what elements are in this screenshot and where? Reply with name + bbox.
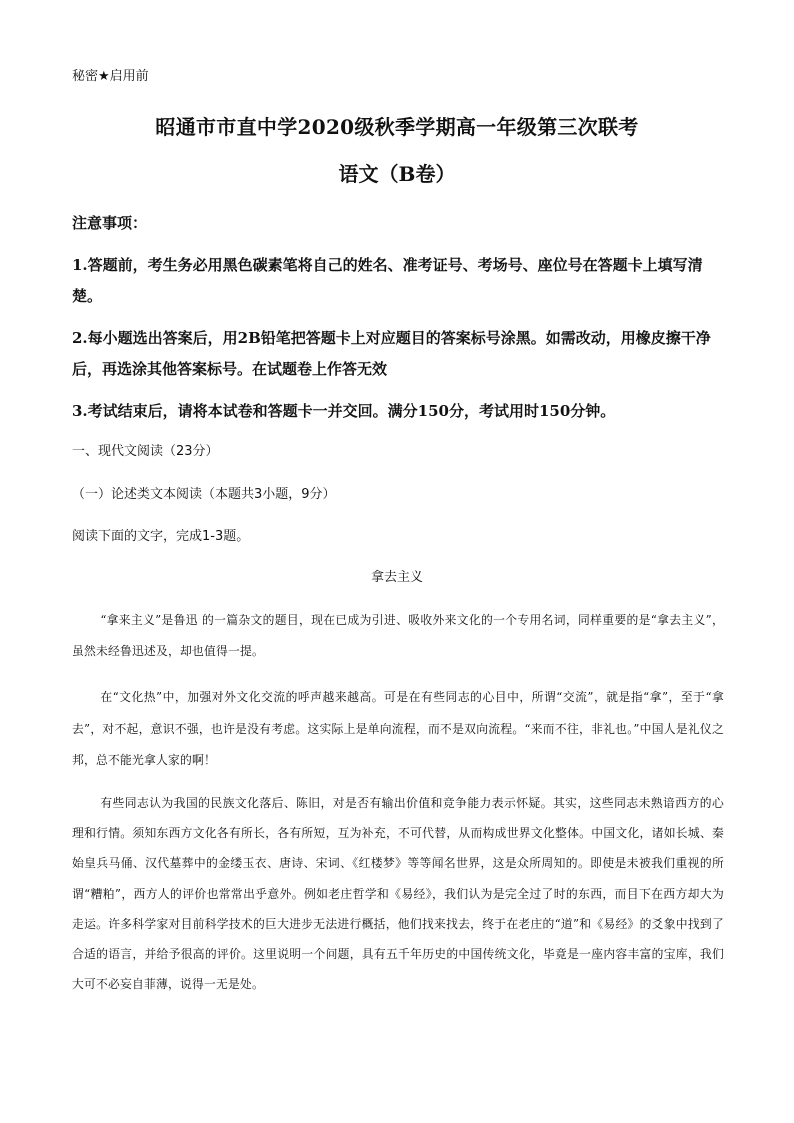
notice-item: 1.答题前，考生务必用黑色碳素笔将自己的姓名、准考证号、考场号、座位号在答题卡上填写清楚。 <box>72 256 703 305</box>
notice-heading: 注意事项： <box>72 214 148 232</box>
notice-item: 2.每小题选出答案后，用2B铅笔把答题卡上对应题目的答案标号涂黑。如需改动，用橡皮擦干净后，再选涂其他答案标号。在试题卷上作答无效 <box>72 329 711 378</box>
article-paragraph: “拿来主义”是鲁迅 的一篇杂文的题目，现在已成为引进、吸收外来文化的一个专用名词，同样重要的是“拿去主义”，虽然未经鲁迅述及，却也值得一提。 <box>72 613 724 658</box>
subsection-heading: （一）论述类文本阅读（本题共3小题，9分） <box>72 487 336 502</box>
section-heading: 一、现代文阅读（23分） <box>72 444 219 459</box>
reading-instruction: 阅读下面的文字，完成1-3题。 <box>72 529 250 544</box>
notice-item: 3.考试结束后，请将本试卷和答题卡一并交回。满分150分，考试用时150分钟。 <box>72 402 616 420</box>
article-paragraph: 有些同志认为我国的民族文化落后、陈旧，对是否有输出价值和竞争能力表示怀疑。其实，这些同志未熟谙西方的心理和行情。须知东西方文化各有所长，各有所短，互为补充，不可代替，从而构成世界文化整体。中国文化，诸如长城、秦始皇兵马俑、汉代墓葬中的金缕玉衣、唐诗、宋词、《红楼梦》等等闻名世界，这是众所周知的。即使是未被我们重视的所谓“糟粕”，西方人的评价也常常出乎意外。例如老庄哲学和《易经》，我们认为是完全过了时的东西，而目下在西方却大为走运。许多科学家对目前科学技术的巨大进步无法进行概括，他们找来找去，终于在老庄的“道”和《易经》的爻象中找到了合适的语言，并给予很高的评价。这里说明一个问题，具有五千年历史的中国传统文化，毕竟是一座内容丰富的宝库，我们大可不必妄自菲薄，说得一无是处。 <box>72 796 724 992</box>
exam-subtitle: 语文（B卷） <box>338 162 456 186</box>
confidential-label: 秘密★启用前 <box>72 69 149 84</box>
exam-title: 昭通市市直中学2020级秋季学期高一年级第三次联考 <box>155 115 639 139</box>
article-paragraph: 在“文化热”中，加强对外文化交流的呼声越来越高。可是在有些同志的心目中，所谓“交流”，就是指“拿”，至于“拿去”，对不起，意识不强，也许是没有考虑。这实际上是单向流程，而不是双向流程。“来而不往，非礼也。”中国人是礼仪之邦，总不能光拿人家的啊！ <box>72 690 724 767</box>
article-title: 拿去主义 <box>370 570 423 585</box>
